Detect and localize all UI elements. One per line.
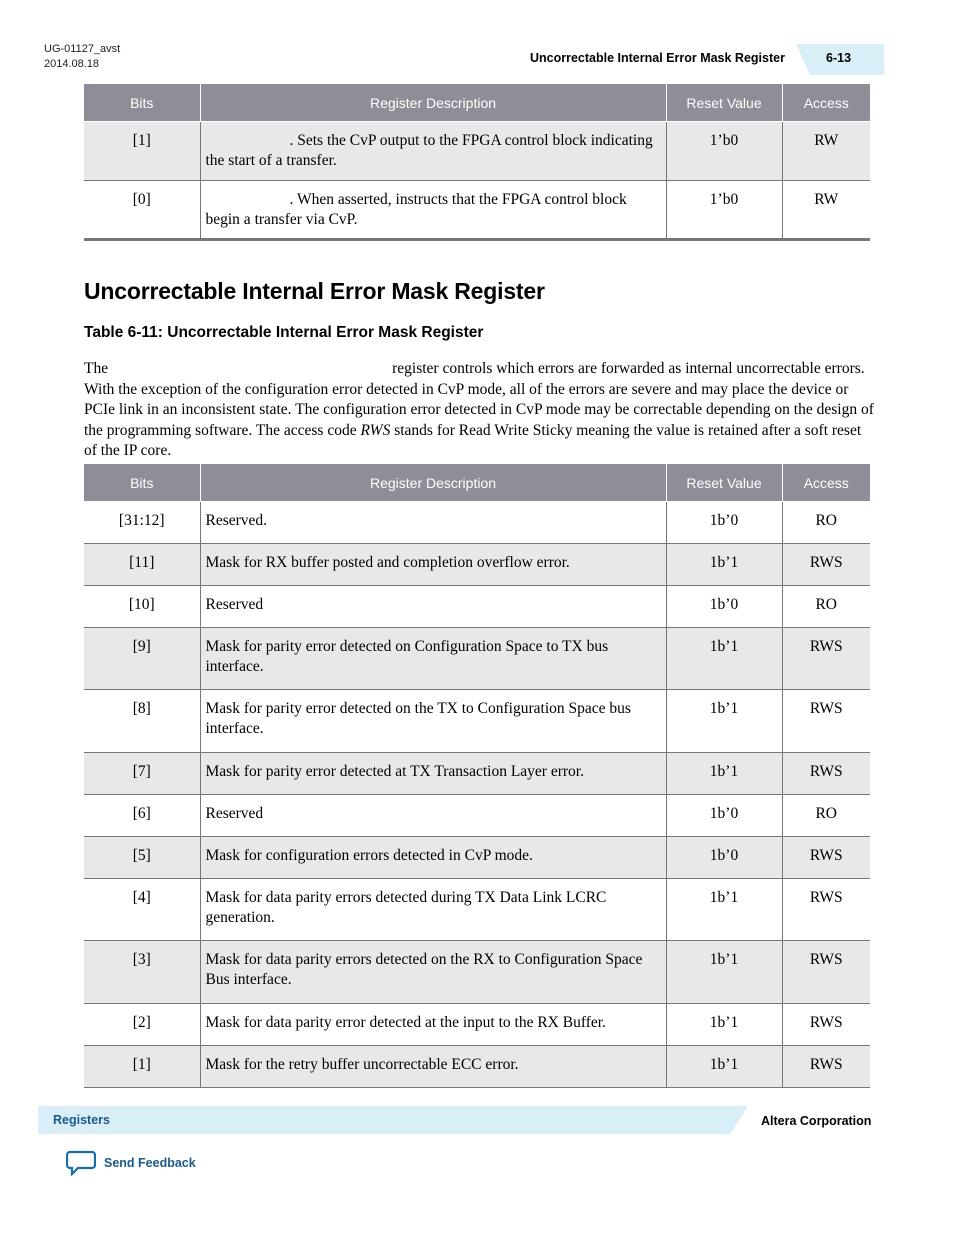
table-row [84, 941, 870, 1004]
footer-company: Altera Corporation [761, 1114, 872, 1128]
table-row [84, 181, 870, 240]
cell-bits: [6] [132, 805, 151, 822]
section-title: Uncorrectable Internal Error Mask Register [84, 278, 545, 304]
cell-description: . When asserted, instructs that the FPGA control block begin a transfer via CvP. [205, 191, 627, 228]
table-row [84, 753, 870, 795]
cell-description: Reserved. [205, 512, 268, 529]
cell-bits: [7] [132, 763, 151, 780]
cell-reset: 1b’1 [709, 1056, 739, 1073]
table-row [84, 544, 870, 586]
cell-access: RWS [809, 1014, 843, 1031]
table-row [84, 690, 870, 753]
cell-bits: [0] [132, 191, 151, 208]
cell-reset: 1b’0 [709, 512, 739, 529]
cell-access: RWS [809, 847, 843, 864]
send-feedback-label: Send Feedback [104, 1156, 196, 1170]
cell-bits: [11] [129, 554, 155, 571]
para-start: The [84, 360, 109, 377]
cell-description: Mask for parity error detected on Configuration Space to TX bus interface. [205, 638, 609, 675]
cell-bits: [1] [132, 1056, 151, 1073]
table-header-row [84, 84, 870, 122]
col-header-bits: Bits [84, 464, 200, 502]
doc-date: 2014.08.18 [44, 58, 100, 70]
cell-access: RO [815, 596, 838, 613]
col-header-description: Register Description [200, 464, 666, 502]
cell-reset: 1b’1 [709, 889, 739, 906]
para-end: stands for Read Write Sticky meaning the value is retained after a soft reset of the IP core. [84, 421, 862, 460]
running-header-title: Uncorrectable Internal Error Mask Register [530, 51, 785, 65]
cell-access: RW [814, 191, 839, 208]
table-row [84, 628, 870, 690]
col-header-access: Access [782, 84, 870, 122]
cell-bits: [5] [132, 847, 151, 864]
cell-reset: 1b’1 [709, 763, 739, 780]
table-caption: Table 6-11: Uncorrectable Internal Error Mask Register [84, 324, 484, 341]
cell-reset: 1b’1 [709, 700, 739, 717]
para-italic-code: RWS [360, 421, 391, 439]
footer-section-link[interactable]: Registers [53, 1113, 110, 1127]
cell-description: Mask for configuration errors detected in CvP mode. [205, 847, 533, 864]
para-rest: register controls which errors are forwarded as internal uncorrectable errors. With the exception of the configuration error detected in CvP mode, all of the errors are severe and may place the device or PCIe link in an inconsistent state. The configuration error detected in CvP mode may be correctable depending on the design of the programming software. The access code [84, 360, 874, 439]
cell-access: RWS [809, 638, 843, 655]
cell-bits: [4] [132, 889, 151, 906]
cell-reset: 1b’0 [709, 847, 739, 864]
table-row [84, 586, 870, 628]
table-row [84, 1046, 870, 1088]
cell-description: Mask for parity error detected at TX Transaction Layer error. [205, 763, 584, 780]
cell-reset: 1b’1 [709, 951, 739, 968]
cell-description: Mask for data parity error detected at the input to the RX Buffer. [205, 1014, 606, 1031]
cell-access: RO [815, 805, 838, 822]
table-row [84, 837, 870, 879]
col-header-reset: Reset Value [666, 84, 782, 122]
table-row [84, 879, 870, 941]
document-id [44, 42, 120, 72]
cell-access: RWS [809, 889, 843, 906]
section-paragraph [84, 359, 874, 462]
cell-bits: [2] [132, 1014, 151, 1031]
cell-reset: 1b’1 [709, 638, 739, 655]
col-header-bits: Bits [84, 84, 200, 122]
cell-reset: 1b’0 [709, 596, 739, 613]
cell-reset: 1’b0 [709, 132, 739, 149]
cell-bits: [10] [128, 596, 155, 613]
table-row [84, 1004, 870, 1046]
cell-access: RWS [809, 700, 843, 717]
cell-access: RO [815, 512, 838, 529]
page-number: 6-13 [826, 51, 852, 65]
cell-reset: 1b’1 [709, 554, 739, 571]
cell-bits: [8] [132, 700, 151, 717]
feedback-icon [66, 1150, 96, 1176]
cell-access: RW [814, 132, 839, 149]
cell-description: Mask for data parity errors detected during TX Data Link LCRC generation. [205, 889, 607, 926]
cell-description: Reserved [205, 596, 264, 613]
col-header-description: Register Description [200, 84, 666, 122]
cell-description: Mask for the retry buffer uncorrectable ECC error. [205, 1056, 519, 1073]
doc-number: UG-01127_avst [44, 43, 121, 55]
footer-band [38, 1106, 748, 1134]
send-feedback-link[interactable] [66, 1150, 196, 1176]
cell-access: RWS [809, 554, 843, 571]
col-header-reset: Reset Value [666, 464, 782, 502]
col-header-access: Access [782, 464, 870, 502]
cell-bits: [31:12] [118, 512, 165, 529]
cell-reset: 1b’0 [709, 805, 739, 822]
top-register-table [84, 84, 870, 241]
cell-description: Mask for parity error detected on the TX to Configuration Space bus interface. [205, 700, 631, 737]
mask-register-table [84, 464, 870, 1088]
table-header-row [84, 464, 870, 502]
cell-access: RWS [809, 763, 843, 780]
cell-description: . Sets the CvP output to the FPGA control block indicating the start of a transfer. [205, 132, 653, 169]
table-row [84, 795, 870, 837]
cell-description: Reserved [205, 805, 264, 822]
table-row [84, 502, 870, 544]
cell-bits: [1] [132, 132, 151, 149]
cell-bits: [3] [132, 951, 151, 968]
cell-access: RWS [809, 951, 843, 968]
cell-reset: 1b’1 [709, 1014, 739, 1031]
cell-bits: [9] [132, 638, 151, 655]
cell-description: Mask for RX buffer posted and completion overflow error. [205, 554, 570, 571]
cell-reset: 1’b0 [709, 191, 739, 208]
cell-access: RWS [809, 1056, 843, 1073]
table-row [84, 122, 870, 181]
cell-description: Mask for data parity errors detected on the RX to Configuration Space Bus interface. [205, 951, 643, 988]
